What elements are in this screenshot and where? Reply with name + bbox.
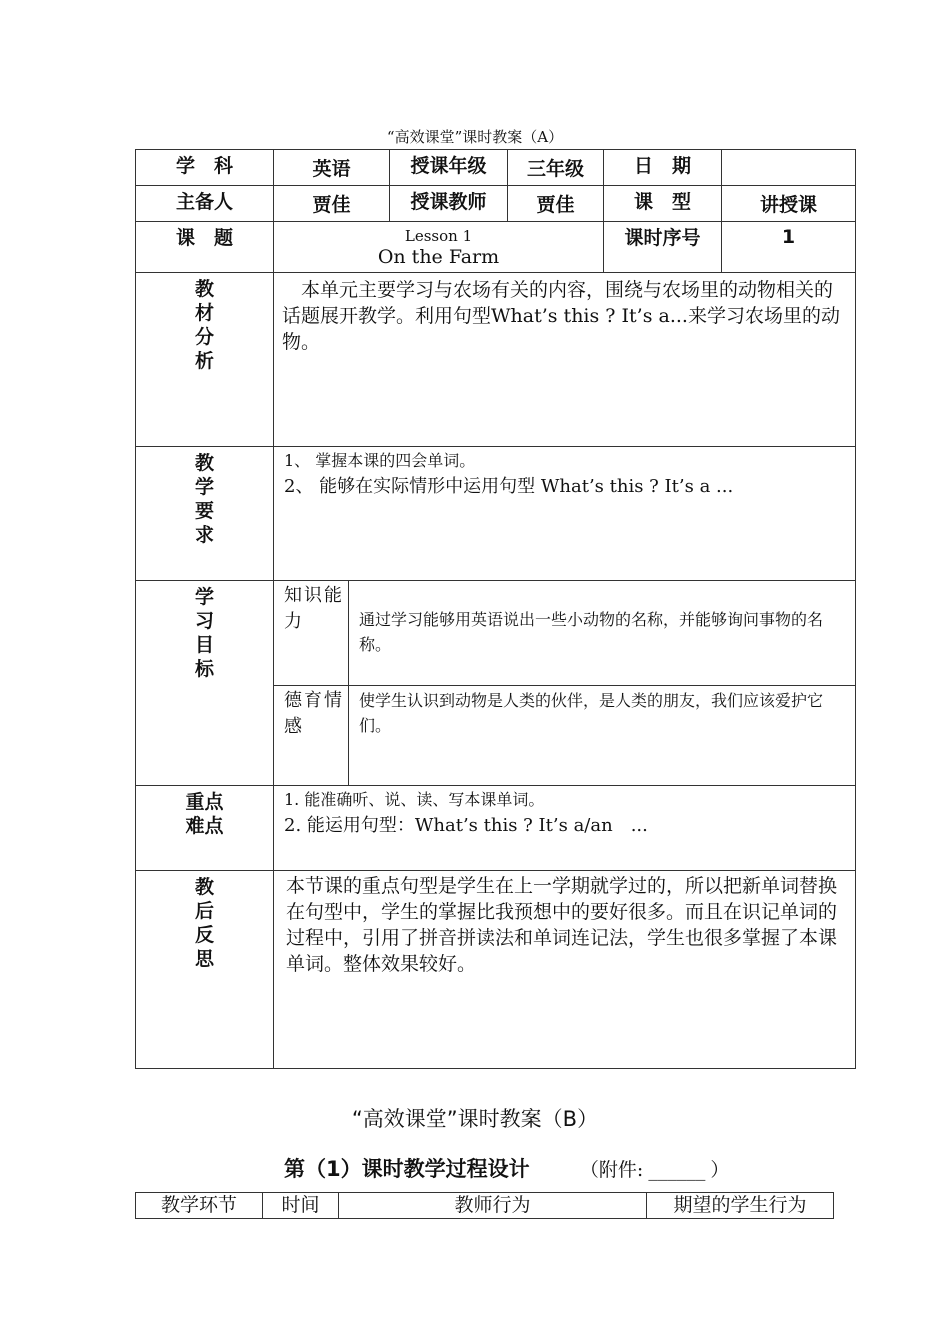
requirement-item-2: 2、 能够在实际情形中运用句型 What’s this ? It’s a ...: [284, 476, 734, 497]
key-points-label: 重点 难点: [136, 786, 274, 871]
key-point-2: 2. 能运用句型：What’s this ? It’s a/an ...: [284, 815, 648, 836]
topic-line-2: On the Farm: [377, 246, 500, 268]
material-analysis-label: 教 材 分 析: [136, 273, 274, 447]
grade-label: 授课年级: [390, 150, 508, 186]
col-expected-student-behavior: 期望的学生行为: [647, 1193, 834, 1219]
attachment-blank: ______: [648, 1159, 706, 1181]
teacher-label: 授课教师: [390, 186, 508, 222]
page-header-a: “高效课堂”课时教案（A）: [386, 128, 564, 146]
col-teacher-behavior: 教师行为: [339, 1193, 647, 1219]
topic-label: 课 题: [136, 222, 274, 273]
preparer-value: 贾佳: [274, 186, 390, 222]
lesson-seq-label: 课时序号: [604, 222, 722, 273]
reflection-text: 本节课的重点句型是学生在上一学期就学过的，所以把新单词替换在句型中，学生的掌握比我预想中的要好很多。而且在识记单词的过程中，引用了拼音拼读法和单词连记法，学生也很多掌握了本课单词。整体效果较好。: [274, 871, 856, 1069]
requirement-item-1: 1、 掌握本课的四会单词。: [284, 451, 476, 470]
key-point-1: 1. 能准确听、说、读、写本课单词。: [284, 790, 545, 809]
key-points-text: [274, 786, 856, 871]
col-time: 时间: [263, 1193, 339, 1219]
topic-value: [274, 222, 604, 273]
topic-line-1: Lesson 1: [404, 227, 473, 245]
preparer-label: 主备人: [136, 186, 274, 222]
attachment-close: ）: [710, 1159, 730, 1181]
attachment-label: （附件:: [579, 1159, 644, 1181]
material-analysis-text: 本单元主要学习与农场有关的内容，围绕与农场里的动物相关的话题展开教学。利用句型What’s this ? It’s a...来学习农场里的动物。: [274, 273, 856, 447]
teacher-value: 贾佳: [508, 186, 604, 222]
col-teaching-stage: 教学环节: [136, 1193, 263, 1219]
learning-goals-label: 学 习 目 标: [136, 581, 274, 786]
type-value: 讲授课: [722, 186, 856, 222]
date-label: 日 期: [604, 150, 722, 186]
page-header-b: “高效课堂”课时教案（B）: [351, 1107, 599, 1131]
lesson-seq-value: 1: [722, 222, 856, 273]
subject-label: 学 科: [136, 150, 274, 186]
grade-value: 三年级: [508, 150, 604, 186]
goal-moral-label: 德育情感: [274, 686, 349, 785]
goal-knowledge-text: 通过学习能够用英语说出一些小动物的名称，并能够询问事物的名称。: [359, 610, 824, 654]
type-label: 课 型: [604, 186, 722, 222]
lesson-plan-table-a: [135, 149, 856, 1069]
subject-value: 英语: [274, 150, 390, 186]
goal-knowledge-label: 知识能力: [274, 581, 349, 685]
goal-moral-text: 使学生认识到动物是人类的伙伴，是人类的朋友，我们应该爱护它们。: [359, 691, 824, 735]
reflection-label: 教 后 反 思: [136, 871, 274, 1069]
teaching-requirements-label: 教 学 要 求: [136, 447, 274, 581]
teaching-requirements-text: [274, 447, 856, 581]
process-title: 第（1）课时教学过程设计: [284, 1157, 530, 1181]
process-table-b: [135, 1192, 834, 1219]
process-title-row: [284, 1153, 844, 1183]
date-value: [722, 150, 856, 186]
